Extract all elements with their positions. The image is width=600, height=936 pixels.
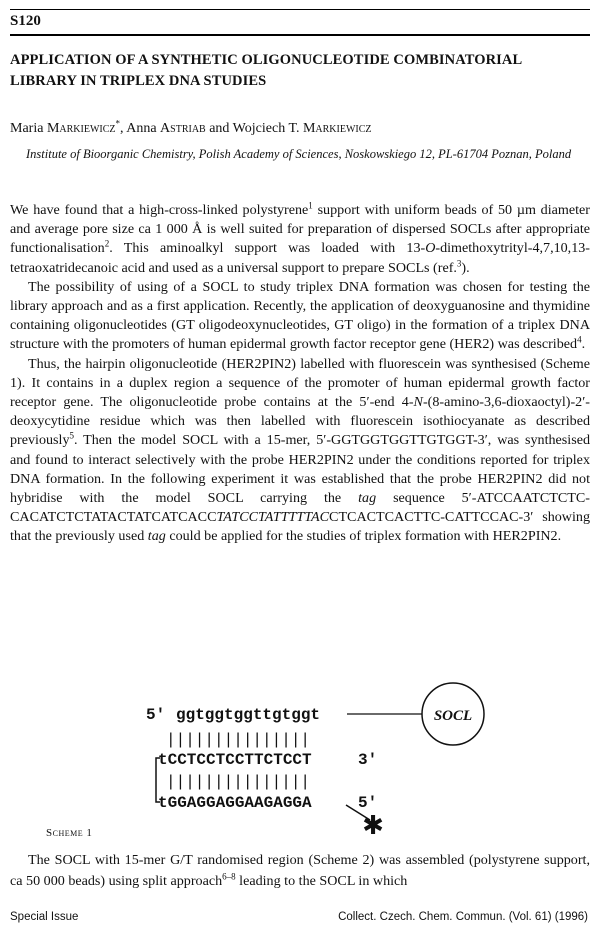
corresponding-mark: * <box>115 118 120 129</box>
italic-run: TATCCTATTTTTAC <box>216 509 330 526</box>
page-id: S120 <box>10 13 41 29</box>
scheme-1-figure <box>140 676 500 841</box>
paragraph-1 <box>10 201 590 278</box>
paragraph-3 <box>10 355 590 547</box>
author-3-last: Markiewicz <box>302 121 372 136</box>
paragraph-2 <box>10 278 590 355</box>
text-run: -(8-amino-3,6-dioxaoctyl)-2′-deoxycytidine residue which was then labelled with fluorescein isothiocyanate as described previously <box>10 394 590 449</box>
header-rule <box>10 34 590 36</box>
text-run: Thus, the hairpin oligonucleotide (HER2PIN2) labelled with fluorescein was synthesised (Scheme 1). It contains in a duplex region a sequence of the promoter of human epidermal growth factor receptor gene. The oligonucleotide probe contains at the 5′-end 4- <box>10 355 590 411</box>
ref-mark: 6–8 <box>222 871 236 882</box>
strand-1-prefix: 5' <box>146 706 166 724</box>
author-sep-1: , Anna <box>119 121 161 136</box>
text-run: . <box>581 336 586 353</box>
text-run: The possibility of using of a SOCL to study triplex DNA formation was chosen for testing the library approach and as a first application. Recently, the application of deoxyguanosine and thymidine containing oligonucleotides (GT oligodeoxynucleotides, GT oligo) in the formation of a triplex DNA structure with the promoters of human epidermal growth factor receptor gene (HER2) was described <box>10 278 590 353</box>
italic-run: tag <box>147 528 166 545</box>
ref-mark: 5 <box>69 430 74 441</box>
ref-mark: 4 <box>577 334 582 345</box>
socl-label: SOCL <box>433 708 473 724</box>
paragraph-4 <box>10 850 590 892</box>
ref-mark: 3 <box>456 257 462 268</box>
pairing-bars-2: ||||||||||||||| <box>166 773 311 791</box>
top-rule <box>10 9 590 10</box>
text-run: leading to the SOCL in which <box>235 873 408 889</box>
fluorescein-star-icon: ✱ <box>362 811 384 841</box>
text-run: . This aminoalkyl support was loaded with 13- <box>109 240 426 257</box>
pairing-bars-1: ||||||||||||||| <box>166 731 311 749</box>
body-text-continued <box>10 850 590 892</box>
author-2-last: Astriab <box>160 121 206 136</box>
strand-3-suffix: 5' <box>358 794 378 812</box>
text-run: CTCACTCACTTC-CATTCCAC-3′ showing that the previously used <box>10 509 590 545</box>
text-run: sequence 5′-ATCCAATCTCTC-CACATCTCTATACTATCATCACC <box>10 490 591 526</box>
text-run: support with uniform beads of 50 µm diameter and average pore size ca 1 000 Å is well suited for preparation of dispersed SOCLs after appropriate functionalisation <box>10 202 590 257</box>
italic-run: tag <box>358 490 377 507</box>
ref-mark: 1 <box>308 200 313 211</box>
affiliation: Institute of Bioorganic Chemistry, Polish Academy of Sciences, Noskowskiego 12, PL-61704 Poznan, Poland <box>26 147 572 161</box>
scheme-caption: Scheme 1 <box>46 827 93 839</box>
text-run: ). <box>461 259 470 276</box>
italic-run: N <box>413 394 423 411</box>
text-run: could be applied for the studies of triplex formation with HER2PIN2. <box>165 528 562 545</box>
ref-mark: 2 <box>104 238 110 249</box>
italic-run: O <box>425 240 436 257</box>
author-list <box>10 118 372 137</box>
strand-1-sequence: ggtggtggttgtggt <box>176 706 321 724</box>
strand-2-sequence: tCCTCCTCCTTCTCCT <box>158 751 312 769</box>
footer-citation: Collect. Czech. Chem. Commun. (Vol. 61) (1996) <box>338 911 588 923</box>
body-text <box>10 201 590 547</box>
text-run: -dimethoxytrityl-4,7,10,13-tetraoxatridecanoic acid and used as a universal support to prepare SOCLs (ref. <box>10 240 590 276</box>
author-1-first: Maria <box>10 121 47 136</box>
text-run: We have found that a high-cross-linked polystyrene <box>10 202 309 218</box>
text-run: The SOCL with 15-mer G/T randomised region (Scheme 2) was assembled (polystyrene support, ca 50 000 beads) using split approach <box>10 852 590 889</box>
author-sep-2: and Wojciech T. <box>205 121 303 136</box>
strand-2-suffix: 3' <box>358 751 378 769</box>
text-run: . Then the model SOCL with a 15-mer, 5′-GGTGGTGGTTGTGGT-3′, was synthesised and found to interact selectively with the probe HER2PIN2 under the conditions reported for triplex DNA formation. In the following experiment it was established that the probe HER2PIN2 did not hybridise with the model SOCL carrying the <box>10 432 590 507</box>
strand-3-sequence: tGGAGGAGGAAGAGGA <box>158 794 312 812</box>
footer-issue: Special Issue <box>10 911 79 923</box>
author-1-last: Markiewicz <box>46 121 116 136</box>
article-title: APPLICATION OF A SYNTHETIC OLIGONUCLEOTIDE COMBINATORIAL LIBRARY IN TRIPLEX DNA STUDIES <box>10 52 522 89</box>
